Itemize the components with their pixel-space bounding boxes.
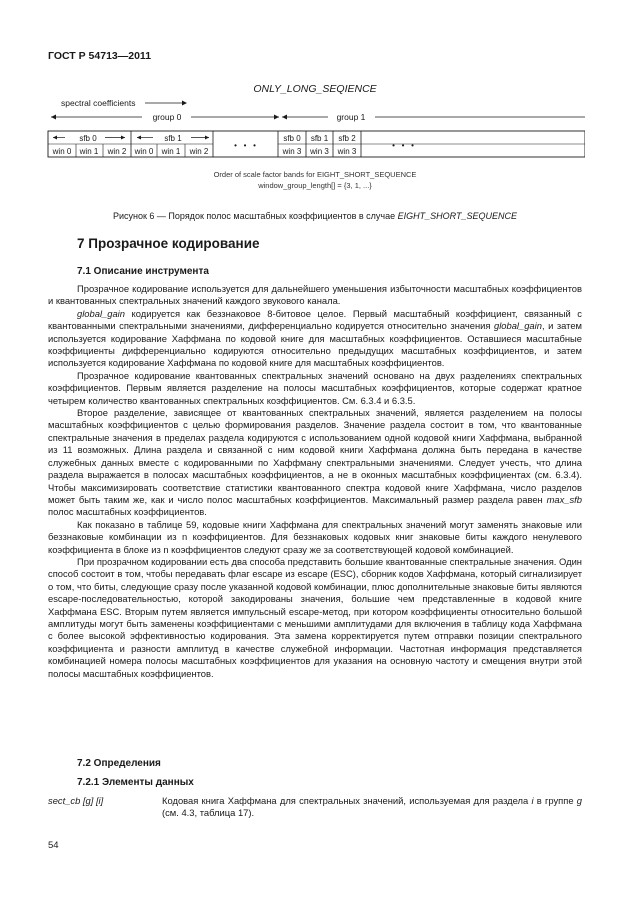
sfb-label: sfb 0 [283, 134, 301, 143]
section-7-2-title: 7.2 Определения [77, 758, 161, 769]
definition-text: Кодовая книга Хаффмана для спектральных значений, используемая для раздела i в группе g (см. 4.3, таблица 17). [162, 795, 582, 819]
figure-caption [0, 211, 630, 221]
body-text [48, 283, 582, 680]
paragraph: global_gain кодируется как беззнаковое 8-битовое целое. Первый масштабный коэффициент, связанный с квантованными спектральными значениями, дифференциально кодируется относительно значения global_gain, и затем используется кодирование Хаффмана по кодовой книге для масштабных коэффициентов. Оставшиеся масштабные коэффициенты дифференциально кодируются относительно предыдущих масштабных коэффициентов, и затем используется кодирование Хаффмана по кодовой книге для масштабных коэффициентов. [48, 307, 582, 369]
order-line-2: window_group_length[] = {3, 1, ...} [258, 181, 372, 190]
paragraph: Прозрачное кодирование используется для дальнейшего уменьшения избыточности масштабных коэффициентов и квантованных спектральных значений каждого звукового канала. [48, 283, 582, 307]
win-label: win 0 [52, 147, 72, 156]
section-7-2-1-title: 7.2.1 Элементы данных [77, 777, 194, 788]
sfb-label: sfb 1 [310, 134, 329, 143]
ellipsis-dots: • • • [234, 141, 256, 150]
caption-text: Рисунок 6 — Порядок полос масштабных коэффициентов в случае [112, 211, 398, 221]
section-7-1-title: 7.1 Описание инструмента [77, 266, 209, 277]
group0-label: group 0 [152, 112, 182, 122]
group1-label: group 1 [336, 112, 366, 122]
win-label: win 0 [134, 147, 154, 156]
section-7-title: 7 Прозрачное кодирование [77, 236, 260, 251]
sfb-label: sfb 1 [164, 134, 182, 143]
page-number: 54 [48, 840, 59, 851]
sfb-label: sfb 0 [79, 134, 97, 143]
paragraph: Как показано в таблице 59, кодовые книги Хаффмана для спектральных значений могут заменять знаковые или беззнаковые комбинации из n коэффициентов. Для беззнаковых кодовых книг знаковые биты каждого ненулевого коэффициента в блоке из n коэффициентов следуют сразу же за соответствующей кодовой комбинацией. [48, 518, 582, 555]
paragraph: Второе разделение, зависящее от квантованных спектральных значений, является разделением на полосы масштабных коэффициентов с целью формирования разделов. Значение раздела состоит в том, что квантованные спектральные значения в пределах раздела кодируются с использованием одной кодовой книги Хаффмана, выбранной из 11 возможных. Длина раздела и связанной с ним кодовой книги Хаффмана должна быть передана в качестве служебных данных вместе с кодированными по Хаффману спектральными значениями. Следует учесть, что длина раздела выражается в полосах масштабных коэффициентов, а не в оконных масштабных коэффициентах (см. 6.3.4). Чтобы максимизировать соответствие статистики квантованного спектра кодовой книге Хаффмана, число разделов может быть таким же, как и число полос масштабных коэффициентов. Максимальный размер раздела равен max_sfb полос масштабных коэффициентов. [48, 407, 582, 518]
win-label: win 2 [107, 147, 127, 156]
document-header: ГОСТ Р 54713—2011 [48, 50, 152, 62]
definition-term: sect_cb [g] [i] [48, 795, 104, 806]
order-line-1: Order of scale factor bands for EIGHT_SHORT_SEQUENCE [213, 170, 417, 179]
spectral-arrowhead [182, 101, 187, 106]
win-label: win 1 [79, 147, 99, 156]
figure-title: ONLY_LONG_SEQIENCE [253, 83, 377, 95]
ellipsis-dots: • • • [392, 141, 414, 150]
win-label: win 3 [282, 147, 302, 156]
win-label: win 2 [189, 147, 209, 156]
paragraph: При прозрачном кодировании есть два способа представить большие квантованные спектральные значения. Один способ состоит в том, чтобы передавать флаг escape из escape (ESC), сборник кодов Хаффмана, который сигнализирует о том, что биты, следующие сразу после указанной кодовой комбинации, плюс дополнительные знаковые биты являются escape-последовательностью, которой закодированы значения, большие чем представленные в кодовой книге Хаффмана ESC. Вторым путем является импульсный escape-метод, при котором коэффициенты относительно большой амплитуды могут быть заменены коэффициентами с меньшими амплитудами для включения в таблицу кода Хаффмана с более высокой эффективностью кодирования. Эта замена корректируется путем отправки позиции спектрального коэффициента и разности амплитуд в качестве служебной информации. Частотная информация представляется комбинацией номера полосы масштабных коэффициентов для указания на основную частоту и смещения внутри этой полосы масштабных коэффициентов. [48, 555, 582, 679]
caption-italic: EIGHT_SHORT_SEQUENCE [397, 211, 518, 221]
paragraph: Прозрачное кодирование квантованных спектральных значений основано на двух разделениях спектральных коэффициентов. Первым является разделение на полосы масштабных коэффициентов, которые содержат кратное четырем количество квантованных спектральных коэффициентов. См. 6.3.4 и 6.3.5. [48, 369, 582, 406]
figure-scale-factor-bands [45, 80, 585, 200]
win-label: win 3 [310, 147, 329, 156]
win-label: win 1 [161, 147, 181, 156]
spectral-label: spectral coefficients [61, 98, 136, 108]
win-label: win 3 [337, 147, 357, 156]
sfb-label: sfb 2 [338, 134, 356, 143]
